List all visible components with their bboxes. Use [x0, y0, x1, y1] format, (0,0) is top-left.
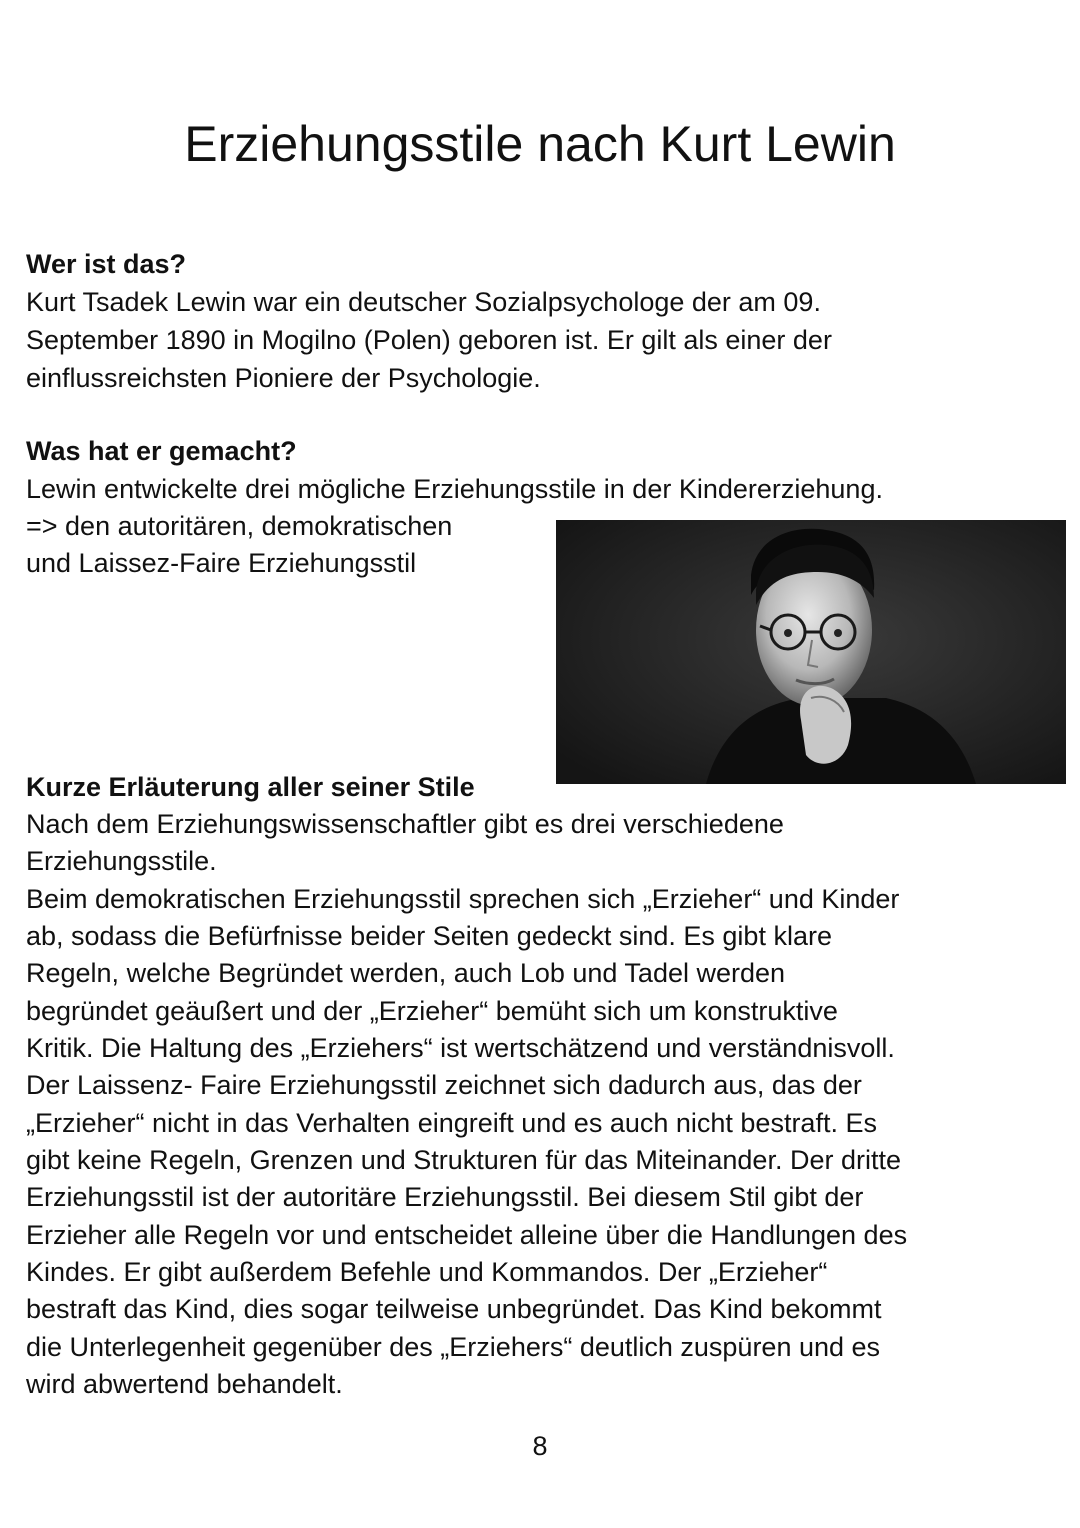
paragraph-line: „Erzieher“ nicht in das Verhalten eingreift und es auch nicht bestraft. Es: [26, 1108, 877, 1138]
paragraph-line: Beim demokratischen Erziehungsstil sprechen sich „Erzieher“ und Kinder: [26, 884, 900, 914]
paragraph-line: Erziehungsstil ist der autoritäre Erziehungsstil. Bei diesem Stil gibt der: [26, 1182, 864, 1212]
paragraph-line: begründet geäußert und der „Erzieher“ bemüht sich um konstruktive: [26, 996, 838, 1026]
paragraph-line: Der Laissenz- Faire Erziehungsstil zeichnet sich dadurch aus, das der: [26, 1070, 862, 1100]
paragraph-line: Lewin entwickelte drei mögliche Erziehungsstile in der Kindererziehung.: [26, 474, 883, 504]
paragraph-line: wird abwertend behandelt.: [26, 1369, 343, 1399]
paragraph-line: Erzieher alle Regeln vor und entscheidet alleine über die Handlungen des: [26, 1220, 908, 1250]
paragraph-line: Kritik. Die Haltung des „Erziehers“ ist wertschätzend und verständnisvoll.: [26, 1033, 895, 1063]
paragraph-line: die Unterlegenheit gegenüber des „Erziehers“ deutlich zuspüren und es: [26, 1332, 881, 1362]
page-number: 8: [532, 1431, 548, 1461]
paragraph-line: Regeln, welche Begründet werden, auch Lob und Tadel werden: [26, 958, 786, 988]
paragraph-line: und Laissez-Faire Erziehungsstil: [26, 548, 417, 578]
paragraph-line: ab, sodass die Befürfnisse beider Seiten gedeckt sind. Es gibt klare: [26, 921, 832, 951]
paragraph-line: gibt keine Regeln, Grenzen und Strukturen für das Miteinander. Der dritte: [26, 1145, 901, 1175]
paragraph-line: => den autoritären, demokratischen: [26, 511, 453, 541]
paragraph-line: Erziehungsstile.: [26, 846, 217, 876]
paragraph-line: Kurt Tsadek Lewin war ein deutscher Sozialpsychologe der am 09.: [26, 287, 821, 317]
section-heading-who: Wer ist das?: [26, 249, 187, 279]
section-heading-styles: Kurze Erläuterung aller seiner Stile: [26, 772, 475, 802]
paragraph-line: September 1890 in Mogilno (Polen) geboren ist. Er gilt als einer der: [26, 325, 832, 355]
paragraph-line: Kindes. Er gibt außerdem Befehle und Kommandos. Der „Erzieher“: [26, 1257, 828, 1287]
page-title: Erziehungsstile nach Kurt Lewin: [184, 116, 896, 172]
paragraph-line: bestraft das Kind, dies sogar teilweise unbegründet. Das Kind bekommt: [26, 1294, 882, 1324]
paragraph-line: Nach dem Erziehungswissenschaftler gibt es drei verschiedene: [26, 809, 784, 839]
section-heading-what: Was hat er gemacht?: [26, 436, 297, 466]
portrait-photo: [556, 520, 1066, 784]
paragraph-line: einflussreichsten Pioniere der Psychologie.: [26, 363, 541, 393]
